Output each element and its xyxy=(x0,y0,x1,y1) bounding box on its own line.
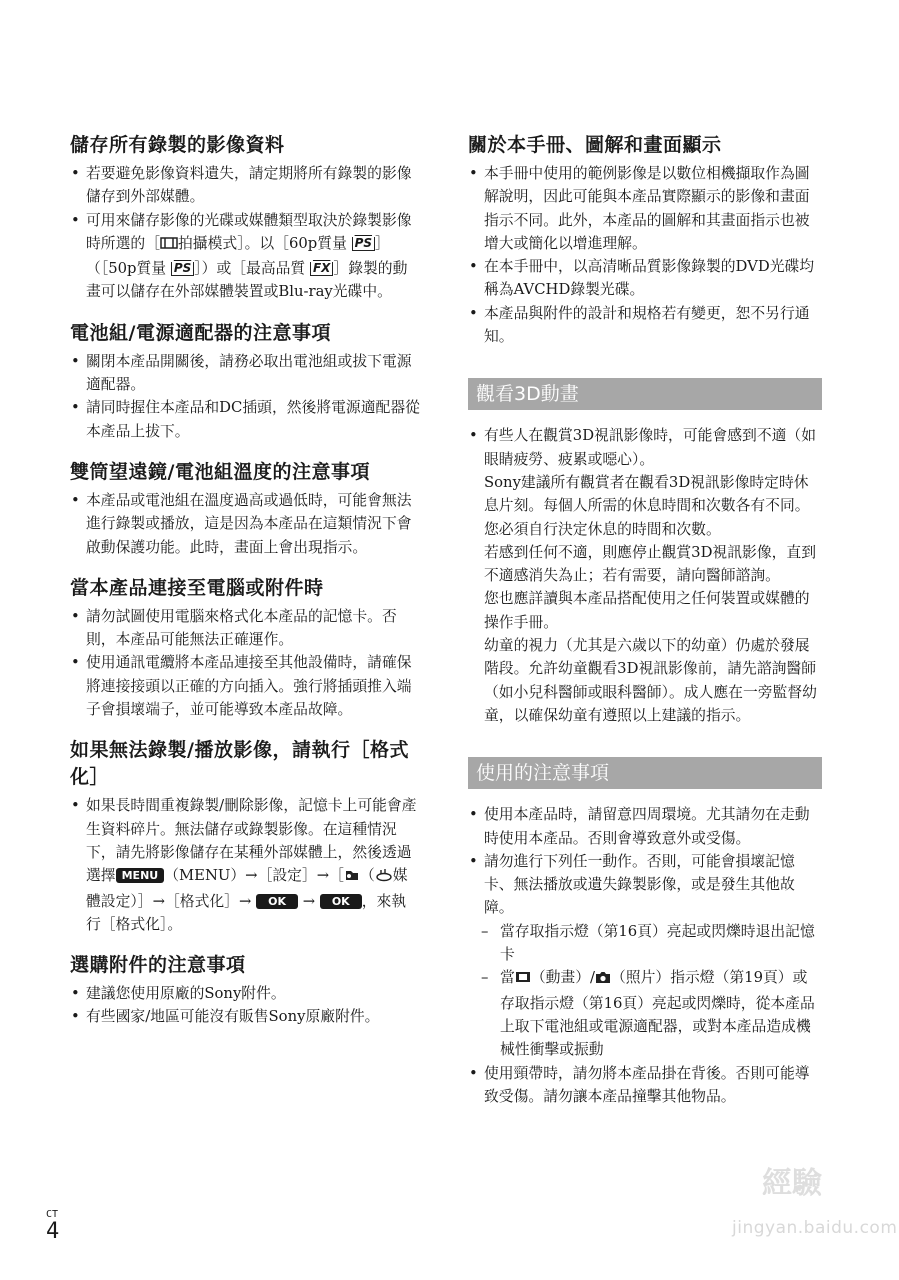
section-battery xyxy=(70,320,420,443)
paragraph: 幼童的視力（尤其是六歲以下的幼童）仍處於發展階段。允許幼童觀看3D視訊影像前，請先諮詢醫師（如小兒科醫師或眼科醫師）。成人應在一旁監督幼童，以確保幼童有遵照以上建議的指示。 xyxy=(484,637,817,724)
list-item: • 本手冊中使用的範例影像是以數位相機擷取作為圖解說明，因此可能與本產品實際顯示的影像和畫面指示不同。此外，本產品的圖解和其畫面指示也被增大或簡化以增進理解。 xyxy=(468,162,818,255)
setup-toolbox-icon xyxy=(344,866,360,889)
paragraph: 您也應詳讀與本產品搭配使用之任何裝置或媒體的操作手冊。 xyxy=(484,590,810,631)
watermark-logo-text: 經驗 xyxy=(762,1166,822,1201)
section-format xyxy=(70,737,420,936)
section-title: 如果無法錄製/播放影像，請執行［格式化］ xyxy=(70,739,409,789)
list-item: • 使用本產品時，請留意四周環境。尤其請勿在走動時使用本產品。否則會導致意外或受傷。 xyxy=(468,803,818,850)
page-number xyxy=(46,1210,59,1244)
section-accessories xyxy=(70,952,420,1029)
fx-quality-icon: $\overline{FX}$ xyxy=(310,262,333,276)
list-item: • 本產品與附件的設計和規格若有變更，恕不另行通知。 xyxy=(468,302,818,349)
list-item: • 請勿進行下列任一動作。否則，可能會損壞記憶卡、無法播放或遺失錄製影像，或是發生其他故障。 xyxy=(468,850,818,920)
section-banner-3d: 觀看3D動畫 xyxy=(468,378,822,410)
paragraph: 若感到任何不適，則應停止觀賞3D視訊影像，直到不適感消失為止；若有需要，請向醫師諮詢。 xyxy=(484,543,817,585)
media-settings-icon xyxy=(375,866,393,889)
list-item: • 本產品或電池組在溫度過高或過低時，可能會無法進行錄製或播放，這是因為本產品在這類情況下會啟動保護功能。此時，畫面上會出現指示。 xyxy=(70,489,420,559)
list-item: • 若要避免影像資料遺失，請定期將所有錄製的影像儲存到外部媒體。 xyxy=(70,162,420,209)
section-title: 電池組/電源適配器的注意事項 xyxy=(70,321,331,344)
sub-list-item: – 當 （動畫）/ （照片）指示燈（第19頁）或存取指示燈（第16頁）亮起或閃爍時，從本產品上取下電池組或電源適配器，或對本產品造成機械性衝擊或振動 xyxy=(468,966,818,1061)
list-item: • 在本手冊中，以高清晰品質影像錄製的DVD光碟均稱為AVCHD錄製光碟。 xyxy=(468,255,818,302)
list-item: • 有些國家/地區可能沒有販售Sony原廠附件。 xyxy=(70,1005,420,1028)
list-item: • 使用通訊電纜將本產品連接至其他設備時，請確保將連接接頭以正確的方向插入。強行將插頭推入端子會損壞端子，並可能導致本產品故障。 xyxy=(70,651,420,721)
ps-quality-icon: $\overline{PS}$ xyxy=(352,237,375,251)
list-item: • 請同時握住本產品和DC插頭，然後將電源適配器從本產品上拔下。 xyxy=(70,396,420,443)
ok-key-icon: OK xyxy=(256,894,298,909)
section-title: 關於本手冊、圖解和畫面顯示 xyxy=(468,134,722,156)
watermark xyxy=(726,1150,898,1260)
list-item: • 建議您使用原廠的Sony附件。 xyxy=(70,982,420,1005)
section-computer xyxy=(70,575,420,721)
section-title: 選購附件的注意事項 xyxy=(70,954,246,977)
section-3d xyxy=(468,424,818,727)
left-column xyxy=(70,132,420,1045)
menu-key-icon: MENU xyxy=(116,868,165,883)
section-save-data xyxy=(70,132,420,304)
list-item: • 關閉本產品開關後，請務必取出電池組或拔下電源適配器。 xyxy=(70,350,420,397)
paragraph: Sony建議所有觀賞者在觀看3D視訊影像時定時休息片刻。每個人所需的休息時間和次數各有不同。您必須自行決定休息的時間和次數。 xyxy=(484,473,810,538)
list-item: • 請勿試圖使用電腦來格式化本產品的記憶卡。否則，本產品可能無法正確運作。 xyxy=(70,605,420,652)
list-item: • 有些人在觀賞3D視訊影像時，可能會感到不適（如眼睛疲勞、疲累或噁心）。 xyxy=(468,424,818,471)
movie-icon xyxy=(515,968,531,991)
ok-key-icon: OK xyxy=(320,894,362,909)
language-code: CT xyxy=(46,1209,59,1220)
sub-list-item: – 當存取指示燈（第16頁）亮起或閃爍時退出記憶卡 xyxy=(468,920,818,967)
section-usage xyxy=(468,803,818,1108)
list-item: • 可用來儲存影像的光碟或媒體類型取決於錄製影像時所選的［ 拍攝模式］。以［60p質量 $\overline{PS}$ ］（［50p質量 $\overline{PS}$ ］）或［最高品質 $\overline{FX}$ ］錄製的動畫可以儲存在外部媒體裝置或Blu-ray光碟中。 xyxy=(70,209,420,304)
list-item: • 使用頸帶時，請勿將本產品掛在背後。否則可能導致受傷。請勿讓本產品撞擊其他物品。 xyxy=(468,1062,818,1109)
section-temperature xyxy=(70,459,420,559)
movie-camera-icon xyxy=(160,234,178,257)
page-number-value: 4 xyxy=(46,1219,60,1244)
ps-quality-icon: $\overline{PS}$ xyxy=(171,262,194,276)
section-title: 儲存所有錄製的影像資料 xyxy=(70,134,285,156)
photo-camera-icon xyxy=(595,968,611,991)
list-item: • 如果長時間重複錄製/刪除影像，記憶卡上可能會產生資料碎片。無法儲存或錄製影像。在這種情況下，請先將影像儲存在某種外部媒體上，然後透過選擇 MENU （MENU）→［設定］→［ （ 媒體設定）］→［格式化］→ OK → OK ，來執行［格式化］。 xyxy=(70,794,420,936)
section-manual xyxy=(468,132,818,348)
section-title: 雙筒望遠鏡/電池組溫度的注意事項 xyxy=(70,460,370,483)
watermark-url: jingyan.baidu.com xyxy=(732,1218,898,1238)
section-title: 當本產品連接至電腦或附件時 xyxy=(70,576,324,599)
section-banner-usage: 使用的注意事項 xyxy=(468,757,822,789)
right-column xyxy=(468,132,818,1108)
